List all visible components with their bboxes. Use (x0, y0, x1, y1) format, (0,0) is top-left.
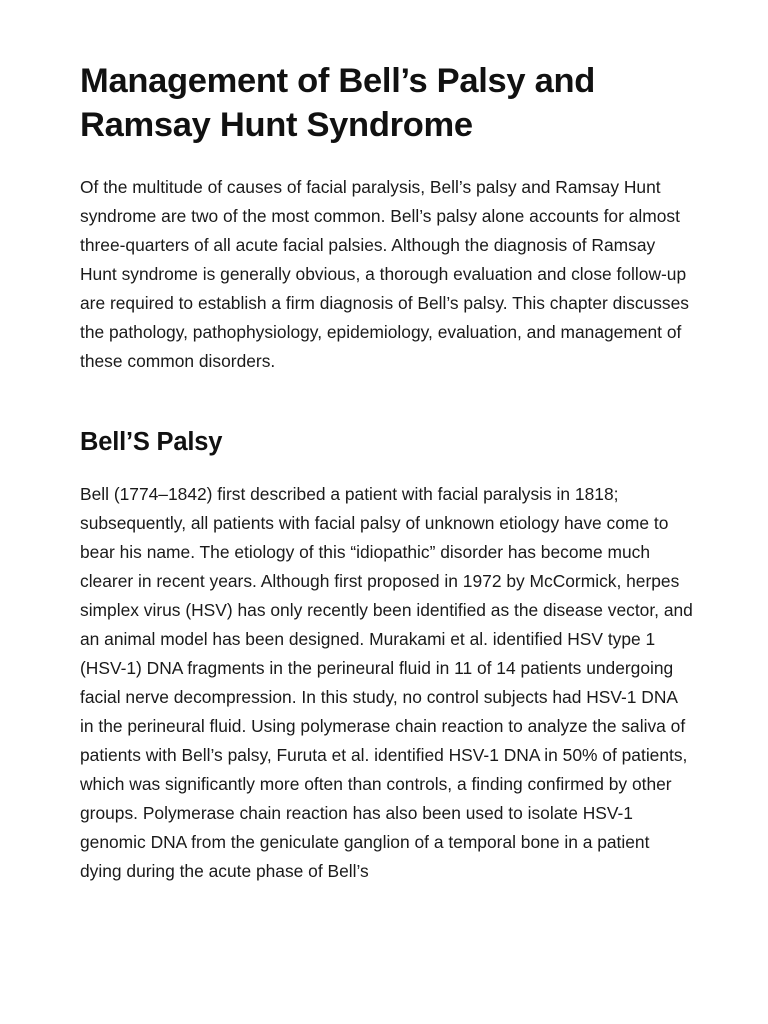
section-body-paragraph: Bell (1774–1842) first described a patient with facial paralysis in 1818; subsequently, all patients with facial palsy of unknown etiology have come to bear his name. The etiology of this “idiopathic” disorder has become much clearer in recent years. Although first proposed in 1972 by McCormick, herpes simplex virus (HSV) has only recently been identified as the disease vector, and an animal model has been designed. Murakami et al. identified HSV type 1 (HSV-1) DNA fragments in the perineural fluid in 11 of 14 patients undergoing facial nerve decompression. In this study, no control subjects had HSV-1 DNA in the perineural fluid. Using polymerase chain reaction to analyze the saliva of patients with Bell’s palsy, Furuta et al. identified HSV-1 DNA in 50% of patients, which was significantly more often than controls, a finding confirmed by other groups. Polymerase chain reaction has also been used to isolate HSV-1 genomic DNA from the geniculate ganglion of a temporal bone in a patient dying during the acute phase of Bell’s (80, 484, 693, 881)
page-title: Management of Bell’s Palsy and Ramsay Hunt Syndrome (80, 62, 596, 144)
intro-paragraph: Of the multitude of causes of facial paralysis, Bell’s palsy and Ramsay Hunt syndrome are two of the most common. Bell’s palsy alone accounts for almost three-quarters of all acute facial palsies. Although the diagnosis of Ramsay Hunt syndrome is generally obvious, a thorough evaluation and close follow-up are required to establish a firm diagnosis of Bell’s palsy. This chapter discusses the pathology, pathophysiology, epidemiology, evaluation, and management of these common disorders. (80, 177, 689, 371)
section-heading: Bell’S Palsy (80, 428, 223, 456)
